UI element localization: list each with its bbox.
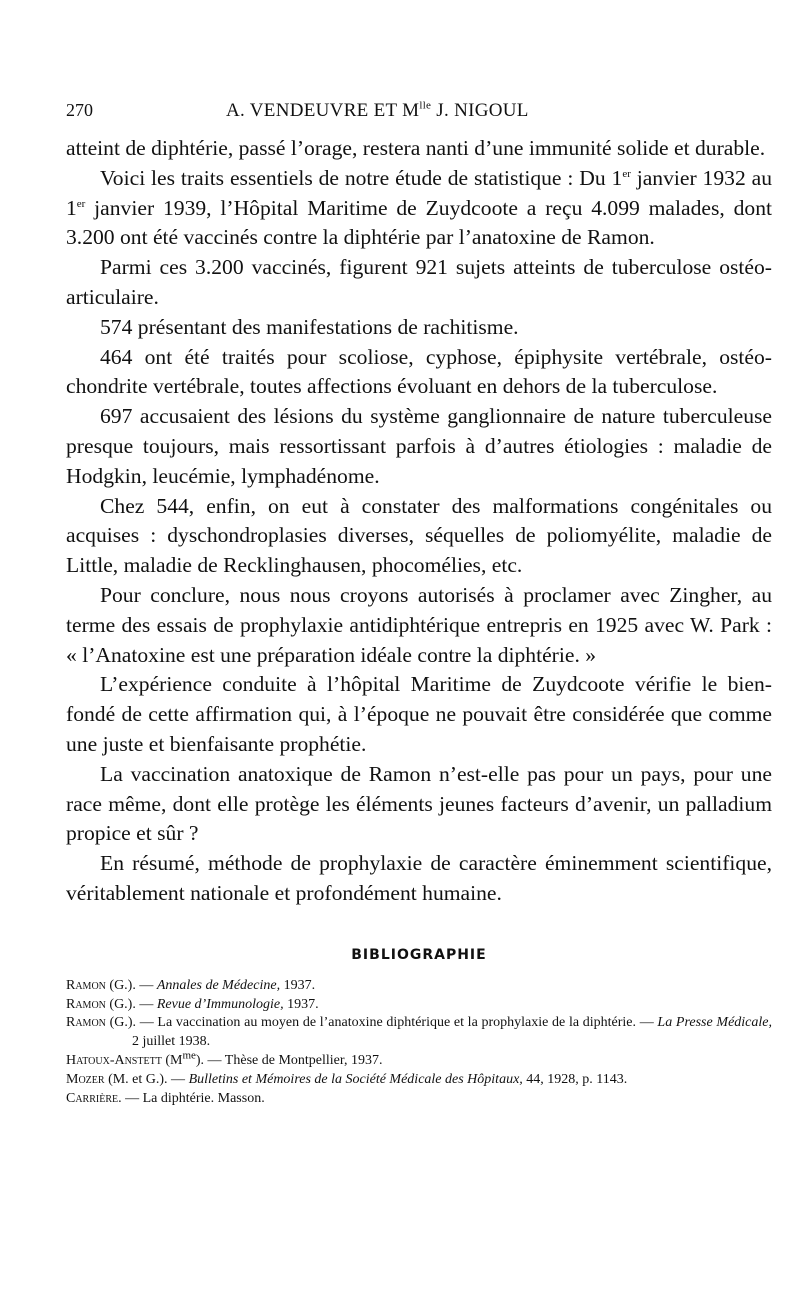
page-number: 270	[66, 100, 93, 120]
superscript: me	[182, 1049, 196, 1062]
superscript: er	[622, 167, 631, 180]
bibliography-list	[66, 977, 772, 1109]
bib-text: (M	[161, 1052, 183, 1068]
bib-text: (G.). —	[105, 977, 157, 993]
bib-title: Bulletins et Mémoires de la Société Médicale des Hôpitaux,	[188, 1071, 523, 1087]
bibliography-entry	[66, 996, 772, 1015]
text-segment: janvier 1932 au 1	[66, 165, 772, 220]
bibliography-heading: BIBLIOGRAPHIE	[351, 946, 487, 963]
paragraph-scoliosis: 464 ont été traités pour scoliose, cyphose, épiphysite vertébrale, ostéo-chondrite vertébrale, toutes affections évoluant en dehors de la tuberculose.	[66, 344, 772, 399]
paragraph-statistics	[66, 164, 772, 253]
bib-text: ). — Thèse de Montpellier, 1937.	[195, 1052, 383, 1068]
paragraph-malformations: Chez 544, enfin, on eut à constater des malformations congénitales ou acquises : dyschondroplasies diverses, séquelles de poliomyélite, maladie de Little, maladie de Recklinghausen, phocomélies, etc.	[66, 493, 772, 578]
paragraph-continuation: atteint de diphtérie, passé l’orage, restera nanti d’une immunité solide et durable.	[66, 136, 766, 160]
bib-text: 1937.	[283, 996, 319, 1012]
bibliography-entry	[66, 977, 772, 996]
bib-title: Revue d’Immunologie,	[156, 996, 284, 1012]
bib-title: Annales de Médecine,	[156, 977, 281, 993]
paragraph-conclusion: Pour conclure, nous nous croyons autorisés à proclamer avec Zingher, au terme des essais de prophylaxie antidiphtérique entrepris en 1925 avec W. Park : « l’Anatoxine est une préparation idéale contre la diphtérie. »	[66, 582, 772, 667]
paragraph-ganglionic: 697 accusaient des lésions du système ganglionnaire de nature tuberculeuse presque toujours, mais ressortissant parfois à d’autres étiologies : maladie de Hodgkin, leucémie, lymphadénome.	[66, 404, 772, 488]
bibliography-entry	[66, 1014, 772, 1052]
text-segment: Voici les traits essentiels de notre étude de statistique : Du 1	[100, 165, 623, 190]
bib-text: (G.). —	[105, 996, 157, 1012]
bibliography-entry	[66, 1090, 772, 1109]
authors-superscript: lle	[419, 99, 432, 112]
paragraph-vaccination-question: La vaccination anatoxique de Ramon n’est-elle pas pour un pays, pour une race même, dont elle protège les éléments jeunes facteurs d’avenir, un palladium propice et sûr ?	[66, 761, 772, 846]
bib-author: Ramon	[66, 996, 106, 1012]
text-segment: janvier 1939, l’Hôpital Maritime de Zuydcoote a reçu 4.099 malades, dont 3.200 ont été vaccinés contre la diphtérie par l’anatoxine de Ramon.	[66, 195, 772, 250]
bib-text: . — La diphtérie. Masson.	[118, 1090, 265, 1106]
bib-text: 1937.	[280, 977, 316, 993]
bib-author: Mozer	[66, 1071, 105, 1087]
paragraph-summary: En résumé, méthode de prophylaxie de caractère éminemment scientifique, véritablement nationale et profondément humaine.	[66, 851, 772, 905]
authors-part-b: J. NIGOUL	[431, 100, 529, 121]
bib-text: 44, 1928, p. 1143.	[522, 1071, 628, 1087]
journal-page	[66, 100, 772, 1108]
authors-part-a: A. VENDEUVRE ET M	[226, 100, 420, 121]
bib-author: Ramon	[66, 977, 106, 993]
running-header	[66, 100, 772, 134]
bib-text: (G.). — La vaccination au moyen de l’anatoxine diphtérique et la prophylaxie de la diphtérie. —	[105, 1015, 658, 1031]
bibliography-entry	[66, 1071, 772, 1090]
bib-text: 2 juillet 1938.	[132, 1034, 211, 1050]
bib-author: Ramon	[66, 1015, 106, 1031]
bib-text: (M. et G.). —	[104, 1071, 189, 1087]
paragraph-experience: L’expérience conduite à l’hôpital Maritime de Zuydcoote vérifie le bien-fondé de cette affirmation qui, à l’époque ne pouvait être considérée que comme une juste et bienfaisante prophétie.	[66, 672, 772, 756]
paragraph-vaccinated: Parmi ces 3.200 vaccinés, figurent 921 sujets atteints de tuberculose ostéo-articulaire.	[66, 255, 772, 309]
article-body	[66, 134, 772, 909]
bib-author: Hatoux-Anstett	[66, 1052, 162, 1068]
bib-title: La Presse Médicale,	[657, 1015, 772, 1031]
bib-author: Carrière	[66, 1090, 119, 1106]
paragraph-rachitism: 574 présentant des manifestations de rachitisme.	[100, 314, 519, 339]
running-title	[226, 100, 529, 122]
bibliography-entry	[66, 1049, 772, 1071]
superscript: er	[76, 197, 86, 210]
